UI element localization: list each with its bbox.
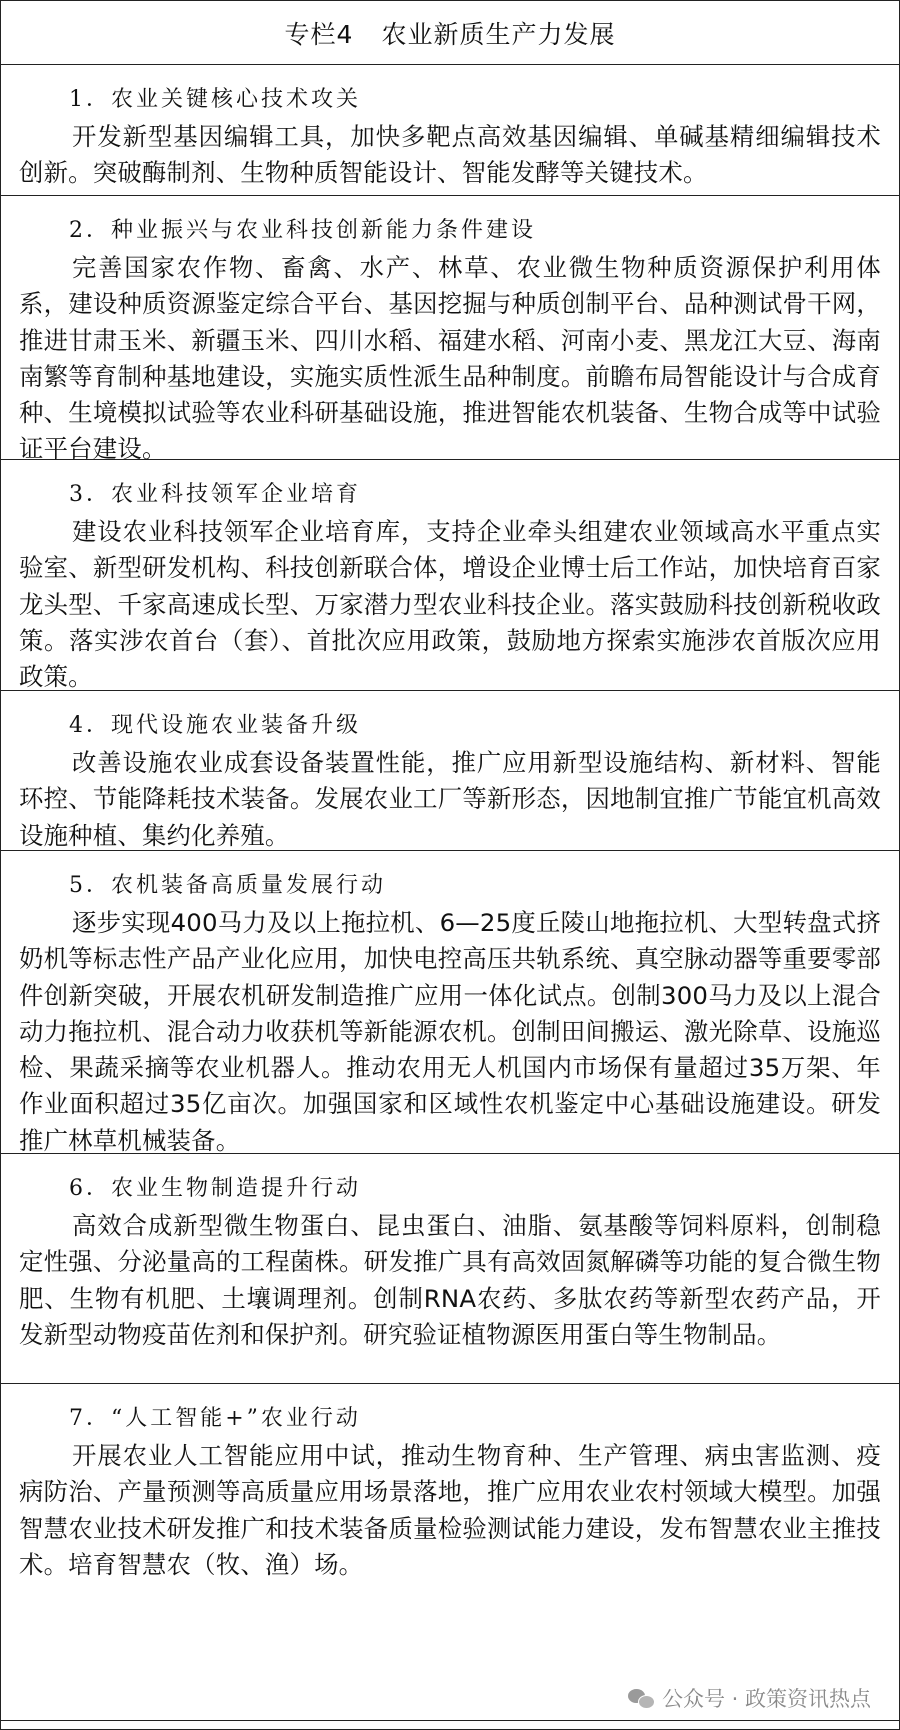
section-7 <box>1 1384 899 1721</box>
section-body: 完善国家农作物、畜禽、水产、林草、农业微生物种质资源保护利用体系，建设种质资源鉴定综合平台、基因挖掘与种质创制平台、品种测试骨干网，推进甘肃玉米、新疆玉米、四川水稻、福建水稻、河南小麦、黑龙江大豆、海南南繁等育制种基地建设，实施实质性派生品种制度。前瞻布局智能设计与合成育种、生境模拟试验等农业科研基础设施，推进智能农机装备、生物合成等中试验证平台建设。 <box>19 253 881 464</box>
section-body: 建设农业科技领军企业培育库，支持企业牵头组建农业领域高水平重点实验室、新型研发机构、科技创新联合体，增设企业博士后工作站，加快培育百家龙头型、千家高速成长型、万家潜力型农业科技企业。落实鼓励科技创新税收政策。落实涉农首台（套）、首批次应用政策，鼓励地方探索实施涉农首版次应用政策。 <box>19 517 881 692</box>
wechat-icon <box>628 1687 654 1709</box>
box-title-text: 农业新质生产力发展 <box>381 19 616 49</box>
section-4 <box>1 691 899 851</box>
watermark <box>624 1683 875 1713</box>
section-heading: 5．农机装备高质量发展行动 <box>69 873 386 898</box>
section-body: 开展农业人工智能应用中试，推动生物育种、生产管理、病虫害监测、疫病防治、产量预测等高质量应用场景落地，推广应用农业农村领域大模型。加强智慧农业技术研发推广和技术装备质量检验测试能力建设，发布智慧农业主推技术。培育智慧农（牧、渔）场。 <box>19 1441 881 1579</box>
section-3 <box>1 460 899 691</box>
section-5 <box>1 851 899 1154</box>
section-1 <box>1 65 899 196</box>
section-body: 开发新型基因编辑工具，加快多靶点高效基因编辑、单碱基精细编辑技术创新。突破酶制剂、生物种质智能设计、智能发酵等关键技术。 <box>19 122 881 188</box>
box-title-label: 专栏4 <box>284 19 354 49</box>
section-heading: 6．农业生物制造提升行动 <box>69 1176 361 1201</box>
section-6 <box>1 1154 899 1384</box>
watermark-text: 公众号 · 政策资讯热点 <box>661 1687 871 1711</box>
section-body: 高效合成新型微生物蛋白、昆虫蛋白、油脂、氨基酸等饲料原料，创制稳定性强、分泌量高的工程菌株。研发推广具有高效固氮解磷等功能的复合微生物肥、生物有机肥、土壤调理剂。创制RNA农药、多肽农药等新型农药产品，开发新型动物疫苗佐剂和保护剂。研究验证植物源医用蛋白等生物制品。 <box>19 1211 881 1349</box>
section-heading: 4．现代设施农业装备升级 <box>69 713 361 738</box>
section-body: 逐步实现400马力及以上拖拉机、6—25度丘陵山地拖拉机、大型转盘式挤奶机等标志性产品产业化应用，加快电控高压共轨系统、真空脉动器等重要零部件创新突破，开展农机研发制造推广应用一体化试点。创制300马力及以上混合动力拖拉机、混合动力收获机等新能源农机。创制田间搬运、激光除草、设施巡检、果蔬采摘等农业机器人。推动农用无人机国内市场保有量超过35万架、年作业面积超过35亿亩次。加强国家和区域性农机鉴定中心基础设施建设。研发推广林草机械装备。 <box>19 908 881 1155</box>
section-heading: 2．种业振兴与农业科技创新能力条件建设 <box>69 218 536 243</box>
box-title <box>1 1 899 65</box>
section-body: 改善设施农业成套设备装置性能，推广应用新型设施结构、新材料、智能环控、节能降耗技术装备。发展农业工厂等新形态，因地制宜推广节能宜机高效设施种植、集约化养殖。 <box>19 748 881 850</box>
section-2 <box>1 196 899 464</box>
section-heading: 7．“人工智能+”农业行动 <box>69 1406 361 1431</box>
section-heading: 1．农业关键核心技术攻关 <box>69 87 361 112</box>
section-heading: 3．农业科技领军企业培育 <box>69 482 361 507</box>
